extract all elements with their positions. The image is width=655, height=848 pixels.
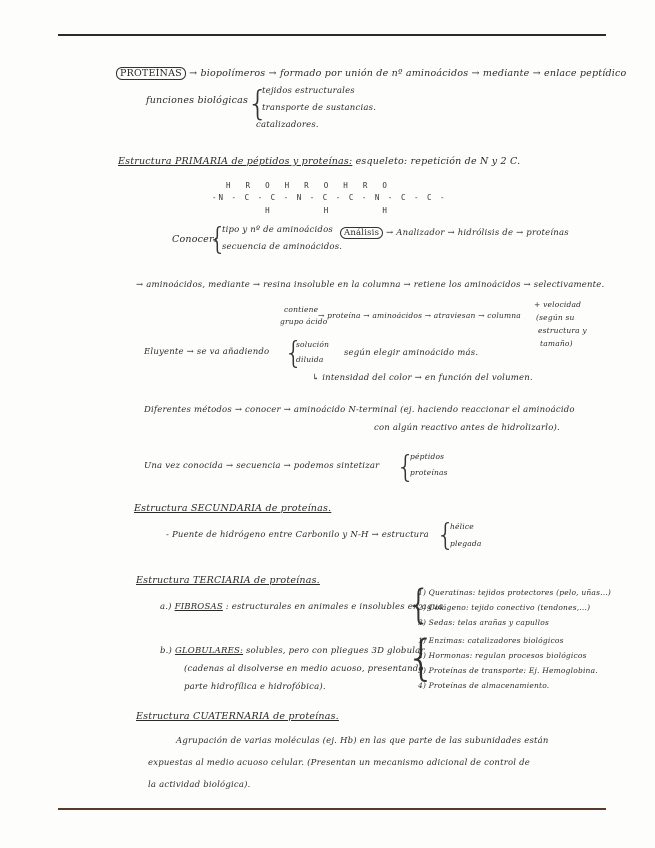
globular-name: GLOBULARES: — [174, 646, 244, 656]
elution-option-1: solución — [296, 340, 330, 349]
column-right-4: tamaño) — [540, 339, 573, 348]
analysis-boxed: Análisis — [340, 227, 383, 239]
fibrous-item-3: 3) Sedas: telas arañas y capullos — [418, 618, 549, 627]
chem-row-main: -N - C - C - N - C - C - N - C - C - — [212, 193, 447, 202]
secondary-brace: { — [436, 518, 456, 553]
elution-rest: según elegir aminoácido más. — [344, 348, 479, 358]
globular-item-3: 3) Proteínas de transporte: Ej. Hemoglobina. — [418, 666, 598, 675]
methods-line-1: Diferentes métodos → conocer → aminoácido N-terminal (ej. haciendo reaccionar el aminoácido — [144, 405, 575, 415]
amino-line: → aminoácidos, mediante → resina insoluble en la columna → retiene los aminoácidos → selectivamente. — [136, 280, 605, 290]
quaternary-line-3: la actividad biológica). — [148, 780, 251, 790]
globular-label: b.) — [160, 646, 173, 656]
primary-title-rest: esqueleto: repetición de N y 2 C. — [355, 156, 521, 167]
function-item-3: catalizadores. — [256, 120, 319, 130]
globular-item-1: 1) Enzimas: catalizadores biológicos — [418, 636, 564, 645]
primary-title-line — [118, 156, 520, 167]
fibrous-desc: : estructurales en animales e insolubles en agua — [225, 602, 444, 612]
proteins-definition: → biopolímeros → formado por unión de nº aminoácidos → mediante → enlace peptídico — [189, 68, 627, 79]
fibrous-item-2: 2) Colágeno: tejido conectivo (tendones,...) — [418, 603, 591, 612]
functions-label: funciones biológicas — [146, 95, 249, 106]
synth-line: Una vez conocida → secuencia → podemos sintetizar — [144, 461, 380, 471]
secondary-option-1: hélice — [450, 522, 474, 531]
function-item-2: transporte de sustancias. — [262, 103, 377, 113]
intensity-line: ↳ intensidad del color → en función del volumen. — [312, 373, 533, 383]
secondary-line: - Puente de hidrógeno entre Carbonilo y N-H → estructura — [166, 530, 429, 540]
fibrous-item-1: 1) Queratinas: tejidos protectores (pelo, uñas...) — [418, 588, 612, 597]
proteins-line — [116, 68, 626, 79]
fibrous-label: a.) — [160, 602, 172, 612]
fibrous-brace: { — [406, 582, 432, 628]
quaternary-line-2: expuestas al medio acuoso celular. (Presentan un mecanismo adicional de control de — [148, 758, 530, 768]
synth-option-2: proteínas — [410, 468, 448, 477]
chem-row-bottom: H H H — [226, 206, 389, 215]
primary-title: Estructura PRIMARIA de péptidos y proteínas: — [118, 156, 353, 167]
elution-line: Eluyente → se va añadiendo — [144, 347, 270, 357]
analysis-rest: → Analizador → hidrólisis de → proteínas — [386, 228, 569, 238]
know-brace: { — [208, 222, 228, 257]
column-mid: → proteína → aminoácidos → atraviesan → columna — [318, 311, 521, 320]
chem-row-top: H R O H R O H R O — [226, 181, 389, 190]
elution-brace: { — [284, 336, 304, 371]
globular-item-4: 4) Proteínas de almacenamiento. — [418, 681, 550, 690]
function-item-1: tejidos estructurales — [262, 86, 355, 96]
functions-brace: { — [247, 84, 269, 124]
globular-desc: solubles, pero con pliegues 3D globular — [245, 646, 425, 656]
globular-desc-3: parte hidrofílica e hidrofóbica). — [184, 682, 326, 692]
globular-item-2: 2) Hormonas: regulan procesos biológicos — [418, 651, 587, 660]
column-left-2: grupo ácido — [280, 317, 328, 326]
globular-brace: { — [406, 630, 437, 686]
column-right-3: estructura y — [538, 326, 587, 335]
synth-brace: { — [396, 450, 416, 485]
fibrous-name: FIBROSAS — [174, 602, 223, 612]
quaternary-title: Estructura CUATERNARIA de proteínas. — [136, 711, 339, 722]
know-label: Conocer: — [172, 234, 218, 245]
secondary-title: Estructura SECUNDARIA de proteínas. — [134, 503, 332, 514]
page-bottom-edge — [58, 808, 606, 810]
know-item-1: tipo y nº de aminoácidos — [222, 225, 333, 235]
column-right-1: + velocidad — [534, 300, 582, 309]
fibrous-line — [160, 602, 443, 612]
column-left-1: contiene — [284, 305, 319, 314]
proteins-boxed-label: PROTEÍNAS — [116, 67, 186, 80]
column-right-2: (según su — [536, 313, 575, 322]
know-item-2: secuencia de aminoácidos. — [222, 242, 343, 252]
secondary-option-2: plegada — [450, 539, 482, 548]
tertiary-title: Estructura TERCIARIA de proteínas. — [136, 575, 320, 586]
globular-desc-2: (cadenas al disolverse en medio acuoso, presentando — [184, 664, 424, 674]
elution-option-2: diluida — [296, 355, 324, 364]
globular-line — [160, 646, 425, 656]
analysis-line — [340, 228, 569, 238]
page-top-edge — [58, 34, 606, 36]
synth-option-1: péptidos — [410, 452, 445, 461]
quaternary-line-1: Agrupación de varias moléculas (ej. Hb) en las que parte de las subunidades están — [176, 736, 549, 746]
methods-line-2: con algún reactivo antes de hidrolizarlo). — [374, 423, 560, 433]
